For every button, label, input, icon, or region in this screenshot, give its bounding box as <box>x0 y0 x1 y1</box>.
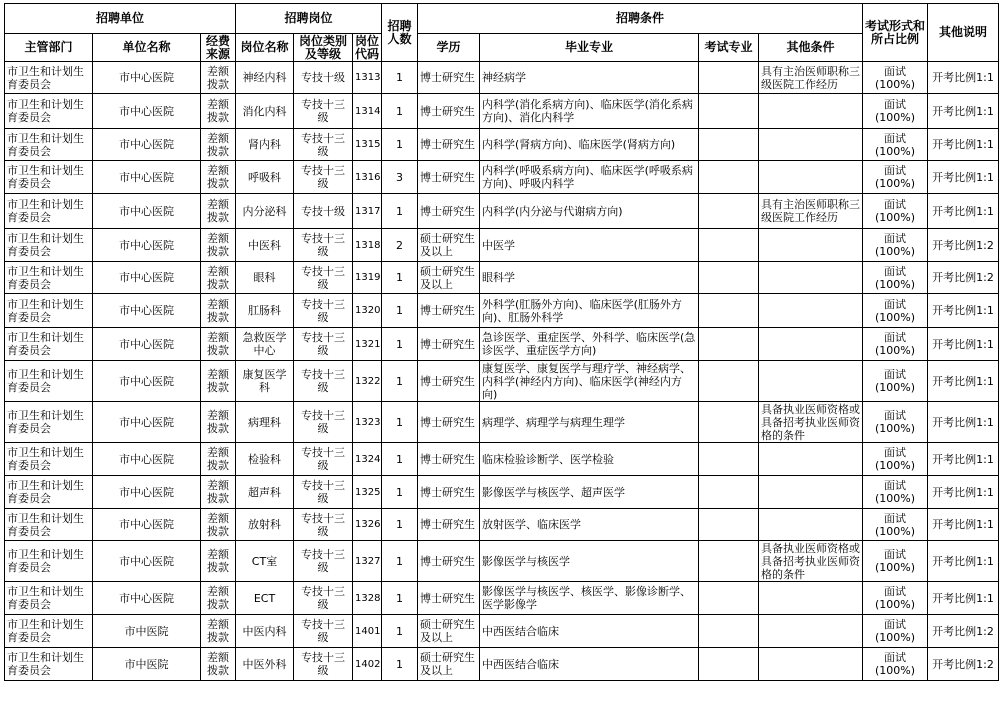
row-num: 1 <box>382 509 418 541</box>
row-funding: 差额拨款 <box>201 94 236 129</box>
row-dept: 市卫生和计划生育委员会 <box>5 194 93 229</box>
row-other-cond <box>759 615 863 648</box>
row-code: 1316 <box>353 161 382 194</box>
row-level: 专技十三级 <box>294 582 353 615</box>
row-major: 中医学 <box>480 229 699 262</box>
header-group-unit: 招聘单位 <box>5 4 236 34</box>
row-unit: 市中心医院 <box>93 443 201 476</box>
row-note: 开考比例1:1 <box>928 443 999 476</box>
row-funding: 差额拨款 <box>201 509 236 541</box>
row-exam: 面试(100%) <box>863 582 928 615</box>
row-num: 1 <box>382 541 418 582</box>
row-level: 专技十三级 <box>294 648 353 681</box>
row-exam: 面试(100%) <box>863 361 928 402</box>
row-unit: 市中心医院 <box>93 62 201 94</box>
row-major: 神经病学 <box>480 62 699 94</box>
header-post-name: 岗位名称 <box>236 34 294 62</box>
row-major: 急诊医学、重症医学、外科学、临床医学(急诊医学、重症医学方向) <box>480 328 699 361</box>
row-code: 1326 <box>353 509 382 541</box>
row-code: 1321 <box>353 328 382 361</box>
row-level: 专技十三级 <box>294 129 353 161</box>
row-exam: 面试(100%) <box>863 328 928 361</box>
row-note: 开考比例1:1 <box>928 509 999 541</box>
table-row <box>5 582 999 615</box>
header-row-top <box>5 4 999 34</box>
row-other-cond <box>759 229 863 262</box>
row-dept: 市卫生和计划生育委员会 <box>5 94 93 129</box>
row-post: ECT <box>236 582 294 615</box>
row-edu: 博士研究生 <box>418 94 480 129</box>
header-dept: 主管部门 <box>5 34 93 62</box>
row-unit: 市中心医院 <box>93 476 201 509</box>
row-level: 专技十三级 <box>294 402 353 443</box>
row-num: 1 <box>382 443 418 476</box>
row-dept: 市卫生和计划生育委员会 <box>5 62 93 94</box>
row-exam-major <box>699 94 759 129</box>
row-post: 急救医学中心 <box>236 328 294 361</box>
table-row <box>5 262 999 294</box>
row-edu: 博士研究生 <box>418 582 480 615</box>
row-num: 1 <box>382 648 418 681</box>
header-education: 学历 <box>418 34 480 62</box>
header-row-sub <box>5 34 999 62</box>
row-dept: 市卫生和计划生育委员会 <box>5 648 93 681</box>
row-num: 1 <box>382 294 418 328</box>
row-num: 1 <box>382 328 418 361</box>
row-level: 专技十三级 <box>294 361 353 402</box>
row-code: 1323 <box>353 402 382 443</box>
row-note: 开考比例1:1 <box>928 328 999 361</box>
row-major: 临床检验诊断学、医学检验 <box>480 443 699 476</box>
row-post: 病理科 <box>236 402 294 443</box>
row-dept: 市卫生和计划生育委员会 <box>5 328 93 361</box>
row-edu: 博士研究生 <box>418 402 480 443</box>
row-dept: 市卫生和计划生育委员会 <box>5 509 93 541</box>
header-exam-form: 考试形式和所占比例 <box>863 4 928 62</box>
row-code: 1324 <box>353 443 382 476</box>
row-code: 1319 <box>353 262 382 294</box>
row-exam: 面试(100%) <box>863 615 928 648</box>
row-post: 呼吸科 <box>236 161 294 194</box>
row-unit: 市中心医院 <box>93 509 201 541</box>
row-num: 1 <box>382 402 418 443</box>
table-row <box>5 194 999 229</box>
table-row <box>5 402 999 443</box>
row-post: 中医科 <box>236 229 294 262</box>
table-row <box>5 294 999 328</box>
row-post: 中医外科 <box>236 648 294 681</box>
header-funding: 经费来源 <box>201 34 236 62</box>
row-unit: 市中心医院 <box>93 129 201 161</box>
row-post: 眼科 <box>236 262 294 294</box>
row-edu: 博士研究生 <box>418 294 480 328</box>
row-code: 1318 <box>353 229 382 262</box>
row-unit: 市中心医院 <box>93 541 201 582</box>
row-other-cond <box>759 443 863 476</box>
row-post: CT室 <box>236 541 294 582</box>
row-major: 影像医学与核医学 <box>480 541 699 582</box>
row-note: 开考比例1:2 <box>928 615 999 648</box>
row-funding: 差额拨款 <box>201 402 236 443</box>
row-code: 1320 <box>353 294 382 328</box>
row-note: 开考比例1:1 <box>928 361 999 402</box>
row-other-cond <box>759 328 863 361</box>
row-major: 内科学(消化系病方向)、临床医学(消化系病方向)、消化内科学 <box>480 94 699 129</box>
row-exam-major <box>699 509 759 541</box>
header-other-note: 其他说明 <box>928 4 999 62</box>
row-note: 开考比例1:1 <box>928 294 999 328</box>
row-other-cond: 具有主治医师职称三级医院工作经历 <box>759 62 863 94</box>
row-code: 1327 <box>353 541 382 582</box>
row-unit: 市中医院 <box>93 648 201 681</box>
row-funding: 差额拨款 <box>201 648 236 681</box>
row-funding: 差额拨款 <box>201 361 236 402</box>
table-row <box>5 94 999 129</box>
row-level: 专技十三级 <box>294 509 353 541</box>
row-exam-major <box>699 229 759 262</box>
row-level: 专技十三级 <box>294 476 353 509</box>
row-code: 1314 <box>353 94 382 129</box>
row-note: 开考比例1:1 <box>928 194 999 229</box>
row-major: 内科学(呼吸系病方向)、临床医学(呼吸系病方向)、呼吸内科学 <box>480 161 699 194</box>
row-funding: 差额拨款 <box>201 476 236 509</box>
row-other-cond <box>759 509 863 541</box>
row-exam-major <box>699 615 759 648</box>
row-exam-major <box>699 262 759 294</box>
row-exam: 面试(100%) <box>863 129 928 161</box>
table-row <box>5 328 999 361</box>
row-dept: 市卫生和计划生育委员会 <box>5 294 93 328</box>
table-row <box>5 615 999 648</box>
row-edu: 硕士研究生及以上 <box>418 229 480 262</box>
table-row <box>5 361 999 402</box>
row-dept: 市卫生和计划生育委员会 <box>5 161 93 194</box>
row-unit: 市中心医院 <box>93 582 201 615</box>
row-note: 开考比例1:1 <box>928 582 999 615</box>
row-other-cond: 具备执业医师资格或具备招考执业医师资格的条件 <box>759 402 863 443</box>
row-exam: 面试(100%) <box>863 541 928 582</box>
row-exam-major <box>699 402 759 443</box>
row-funding: 差额拨款 <box>201 129 236 161</box>
row-dept: 市卫生和计划生育委员会 <box>5 129 93 161</box>
row-post: 内分泌科 <box>236 194 294 229</box>
row-exam-major <box>699 129 759 161</box>
row-code: 1315 <box>353 129 382 161</box>
row-funding: 差额拨款 <box>201 328 236 361</box>
row-note: 开考比例1:2 <box>928 648 999 681</box>
row-unit: 市中心医院 <box>93 402 201 443</box>
header-major: 毕业专业 <box>480 34 699 62</box>
row-post: 肛肠科 <box>236 294 294 328</box>
row-edu: 博士研究生 <box>418 161 480 194</box>
row-funding: 差额拨款 <box>201 161 236 194</box>
row-num: 1 <box>382 94 418 129</box>
row-level: 专技十三级 <box>294 161 353 194</box>
row-level: 专技十级 <box>294 194 353 229</box>
row-num: 3 <box>382 161 418 194</box>
table-row <box>5 229 999 262</box>
row-edu: 硕士研究生及以上 <box>418 262 480 294</box>
row-exam-major <box>699 582 759 615</box>
recruitment-table <box>4 3 999 681</box>
row-num: 1 <box>382 582 418 615</box>
row-num: 2 <box>382 229 418 262</box>
row-exam-major <box>699 62 759 94</box>
row-note: 开考比例1:2 <box>928 229 999 262</box>
row-num: 1 <box>382 615 418 648</box>
row-post: 中医内科 <box>236 615 294 648</box>
row-exam-major <box>699 541 759 582</box>
row-major: 外科学(肛肠外方向)、临床医学(肛肠外方向)、肛肠外科学 <box>480 294 699 328</box>
row-unit: 市中心医院 <box>93 229 201 262</box>
row-exam: 面试(100%) <box>863 402 928 443</box>
table-row <box>5 62 999 94</box>
row-unit: 市中心医院 <box>93 94 201 129</box>
row-note: 开考比例1:1 <box>928 161 999 194</box>
table-body <box>5 62 999 681</box>
row-post: 检验科 <box>236 443 294 476</box>
row-exam-major <box>699 361 759 402</box>
row-code: 1401 <box>353 615 382 648</box>
row-unit: 市中心医院 <box>93 161 201 194</box>
row-dept: 市卫生和计划生育委员会 <box>5 443 93 476</box>
row-exam-major <box>699 443 759 476</box>
row-code: 1402 <box>353 648 382 681</box>
header-other-conditions: 其他条件 <box>759 34 863 62</box>
table-row <box>5 161 999 194</box>
row-note: 开考比例1:1 <box>928 402 999 443</box>
row-funding: 差额拨款 <box>201 582 236 615</box>
row-post: 超声科 <box>236 476 294 509</box>
row-unit: 市中心医院 <box>93 262 201 294</box>
header-unit-name: 单位名称 <box>93 34 201 62</box>
row-num: 1 <box>382 476 418 509</box>
row-edu: 博士研究生 <box>418 541 480 582</box>
row-exam: 面试(100%) <box>863 648 928 681</box>
row-exam-major <box>699 648 759 681</box>
row-level: 专技十三级 <box>294 328 353 361</box>
row-dept: 市卫生和计划生育委员会 <box>5 229 93 262</box>
row-level: 专技十级 <box>294 62 353 94</box>
header-post-code: 岗位代码 <box>353 34 382 62</box>
row-exam: 面试(100%) <box>863 194 928 229</box>
header-exam-major: 考试专业 <box>699 34 759 62</box>
row-major: 内科学(肾病方向)、临床医学(肾病方向) <box>480 129 699 161</box>
row-other-cond <box>759 476 863 509</box>
row-edu: 硕士研究生及以上 <box>418 615 480 648</box>
row-funding: 差额拨款 <box>201 615 236 648</box>
header-group-conditions: 招聘条件 <box>418 4 863 34</box>
row-other-cond <box>759 582 863 615</box>
row-level: 专技十三级 <box>294 229 353 262</box>
row-note: 开考比例1:2 <box>928 262 999 294</box>
row-exam-major <box>699 294 759 328</box>
row-funding: 差额拨款 <box>201 443 236 476</box>
row-funding: 差额拨款 <box>201 541 236 582</box>
row-edu: 硕士研究生及以上 <box>418 648 480 681</box>
row-other-cond <box>759 648 863 681</box>
row-exam: 面试(100%) <box>863 62 928 94</box>
table-row <box>5 541 999 582</box>
row-exam-major <box>699 476 759 509</box>
header-post-type: 岗位类别及等级 <box>294 34 353 62</box>
row-post: 康复医学科 <box>236 361 294 402</box>
row-edu: 博士研究生 <box>418 361 480 402</box>
row-funding: 差额拨款 <box>201 294 236 328</box>
row-level: 专技十三级 <box>294 94 353 129</box>
row-code: 1313 <box>353 62 382 94</box>
row-major: 影像医学与核医学、核医学、影像诊断学、医学影像学 <box>480 582 699 615</box>
row-other-cond <box>759 161 863 194</box>
row-note: 开考比例1:1 <box>928 62 999 94</box>
row-num: 1 <box>382 62 418 94</box>
row-other-cond <box>759 294 863 328</box>
row-level: 专技十三级 <box>294 541 353 582</box>
row-edu: 博士研究生 <box>418 194 480 229</box>
table-row <box>5 476 999 509</box>
row-note: 开考比例1:1 <box>928 129 999 161</box>
row-exam: 面试(100%) <box>863 161 928 194</box>
row-edu: 博士研究生 <box>418 62 480 94</box>
row-dept: 市卫生和计划生育委员会 <box>5 541 93 582</box>
row-other-cond <box>759 361 863 402</box>
row-note: 开考比例1:1 <box>928 541 999 582</box>
row-exam: 面试(100%) <box>863 229 928 262</box>
row-exam-major <box>699 328 759 361</box>
row-other-cond <box>759 129 863 161</box>
row-funding: 差额拨款 <box>201 194 236 229</box>
row-dept: 市卫生和计划生育委员会 <box>5 615 93 648</box>
row-unit: 市中医院 <box>93 615 201 648</box>
row-unit: 市中心医院 <box>93 294 201 328</box>
row-exam: 面试(100%) <box>863 509 928 541</box>
row-post: 神经内科 <box>236 62 294 94</box>
row-major: 眼科学 <box>480 262 699 294</box>
header-num: 招聘人数 <box>382 4 418 62</box>
row-note: 开考比例1:1 <box>928 476 999 509</box>
row-major: 康复医学、康复医学与理疗学、神经病学、内科学(神经内方向)、临床医学(神经内方向) <box>480 361 699 402</box>
row-exam: 面试(100%) <box>863 294 928 328</box>
row-other-cond <box>759 94 863 129</box>
row-unit: 市中心医院 <box>93 328 201 361</box>
row-num: 1 <box>382 129 418 161</box>
row-major: 放射医学、临床医学 <box>480 509 699 541</box>
row-level: 专技十三级 <box>294 443 353 476</box>
row-unit: 市中心医院 <box>93 194 201 229</box>
row-exam: 面试(100%) <box>863 262 928 294</box>
row-edu: 博士研究生 <box>418 509 480 541</box>
row-exam-major <box>699 161 759 194</box>
row-major: 病理学、病理学与病理生理学 <box>480 402 699 443</box>
row-code: 1317 <box>353 194 382 229</box>
row-dept: 市卫生和计划生育委员会 <box>5 262 93 294</box>
row-num: 1 <box>382 361 418 402</box>
row-other-cond <box>759 262 863 294</box>
row-num: 1 <box>382 262 418 294</box>
row-funding: 差额拨款 <box>201 62 236 94</box>
row-major: 中西医结合临床 <box>480 648 699 681</box>
row-other-cond: 具备执业医师资格或具备招考执业医师资格的条件 <box>759 541 863 582</box>
row-code: 1328 <box>353 582 382 615</box>
row-post: 肾内科 <box>236 129 294 161</box>
row-major: 内科学(内分泌与代谢病方向) <box>480 194 699 229</box>
table-row <box>5 443 999 476</box>
table-row <box>5 648 999 681</box>
row-post: 放射科 <box>236 509 294 541</box>
row-exam: 面试(100%) <box>863 443 928 476</box>
row-edu: 博士研究生 <box>418 476 480 509</box>
row-post: 消化内科 <box>236 94 294 129</box>
row-exam: 面试(100%) <box>863 94 928 129</box>
row-level: 专技十三级 <box>294 294 353 328</box>
row-level: 专技十三级 <box>294 262 353 294</box>
row-note: 开考比例1:1 <box>928 94 999 129</box>
header-group-post: 招聘岗位 <box>236 4 382 34</box>
row-exam: 面试(100%) <box>863 476 928 509</box>
row-num: 1 <box>382 194 418 229</box>
row-dept: 市卫生和计划生育委员会 <box>5 361 93 402</box>
row-exam-major <box>699 194 759 229</box>
row-unit: 市中心医院 <box>93 361 201 402</box>
table-row <box>5 129 999 161</box>
row-code: 1325 <box>353 476 382 509</box>
row-funding: 差额拨款 <box>201 262 236 294</box>
row-funding: 差额拨款 <box>201 229 236 262</box>
table-row <box>5 509 999 541</box>
row-dept: 市卫生和计划生育委员会 <box>5 582 93 615</box>
row-major: 中西医结合临床 <box>480 615 699 648</box>
row-edu: 博士研究生 <box>418 129 480 161</box>
row-edu: 博士研究生 <box>418 328 480 361</box>
row-dept: 市卫生和计划生育委员会 <box>5 476 93 509</box>
row-other-cond: 具有主治医师职称三级医院工作经历 <box>759 194 863 229</box>
row-level: 专技十三级 <box>294 615 353 648</box>
row-major: 影像医学与核医学、超声医学 <box>480 476 699 509</box>
row-code: 1322 <box>353 361 382 402</box>
row-dept: 市卫生和计划生育委员会 <box>5 402 93 443</box>
row-edu: 博士研究生 <box>418 443 480 476</box>
